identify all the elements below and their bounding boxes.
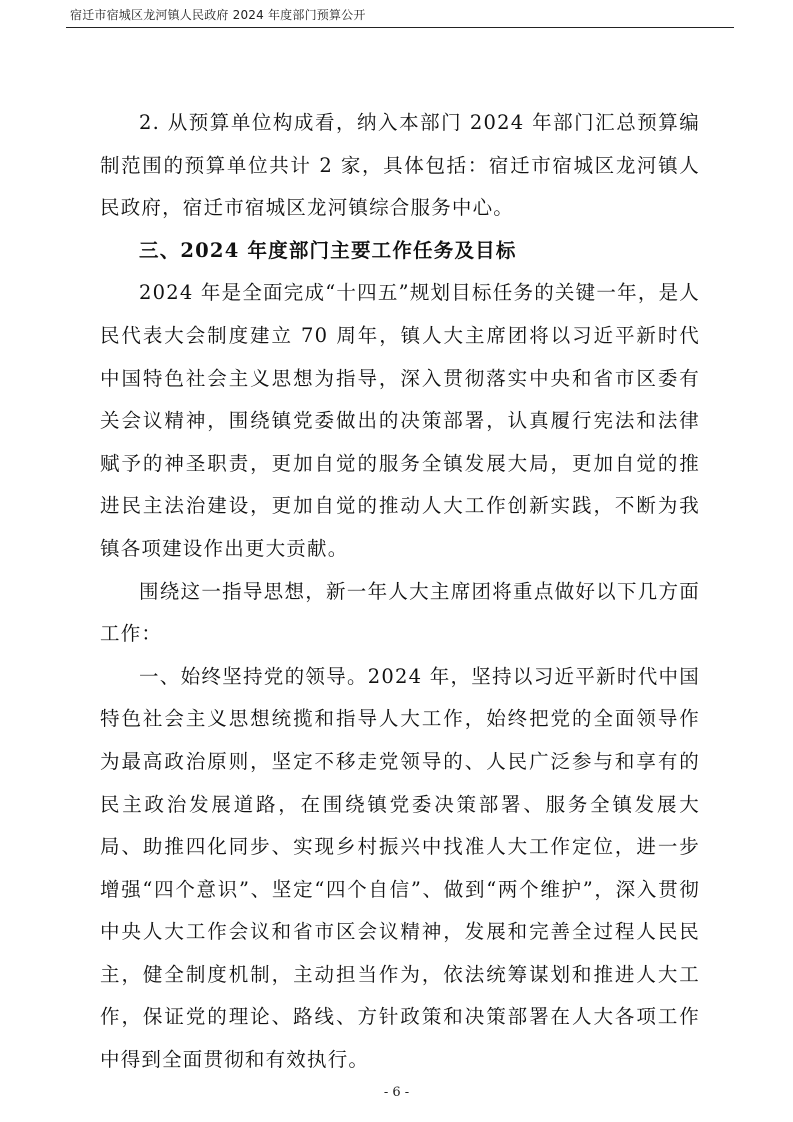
section-heading: 三、2024 年度部门主要工作任务及目标 — [139, 238, 517, 262]
paragraph-item-1: 一、始终坚持党的领导。2024 年，坚持以习近平新时代中国特色社会主义思想统揽和指导人大工作，始终把党的全面领导作为最高政治原则，坚定不移走党领导的、人民广泛参与和享有的民主政治发展道路，在围绕镇党委决策部署、服务全镇发展大局、助推四化同步、实现乡村振兴中找准人大工作定位，进一步增强“四个意识”、坚定“四个自信”、做到“两个维护”，深入贯彻中央人大工作会议和省市区会议精神，发展和完善全过程人民民主，健全制度机制，主动担当作为，依法统筹谋划和推进人大工作，保证党的理论、路线、方针政策和决策部署在人大各项工作中得到全面贯彻和有效执行。 — [100, 664, 700, 1072]
document-body — [100, 102, 700, 1082]
paragraph-budget-units: 2. 从预算单位构成看，纳入本部门 2024 年部门汇总预算编制范围的预算单位共计 2 家，具体包括：宿迁市宿城区龙河镇人民政府，宿迁市宿城区龙河镇综合服务中心。 — [100, 111, 700, 220]
running-header: 宿迁市宿城区龙河镇人民政府 2024 年度部门预算公开 — [70, 8, 366, 22]
paragraph-focus: 围绕这一指导思想，新一年人大主席团将重点做好以下几方面工作： — [100, 579, 700, 646]
header-rule — [66, 27, 734, 28]
paragraph-intro: 2024 年是全面完成“十四五”规划目标任务的关键一年，是人民代表大会制度建立 70 周年，镇人大主席团将以习近平新时代中国特色社会主义思想为指导，深入贯彻落实中央和省市区委有关会议精神，围绕镇党委做出的决策部署，认真履行宪法和法律赋予的神圣职责，更加自觉的服务全镇发展大局，更加自觉的推进民主法治建设，更加自觉的推动人大工作创新实践，不断为我镇各项建设作出更大贡献。 — [100, 281, 700, 560]
page-number: - 6 - — [383, 1085, 410, 1100]
